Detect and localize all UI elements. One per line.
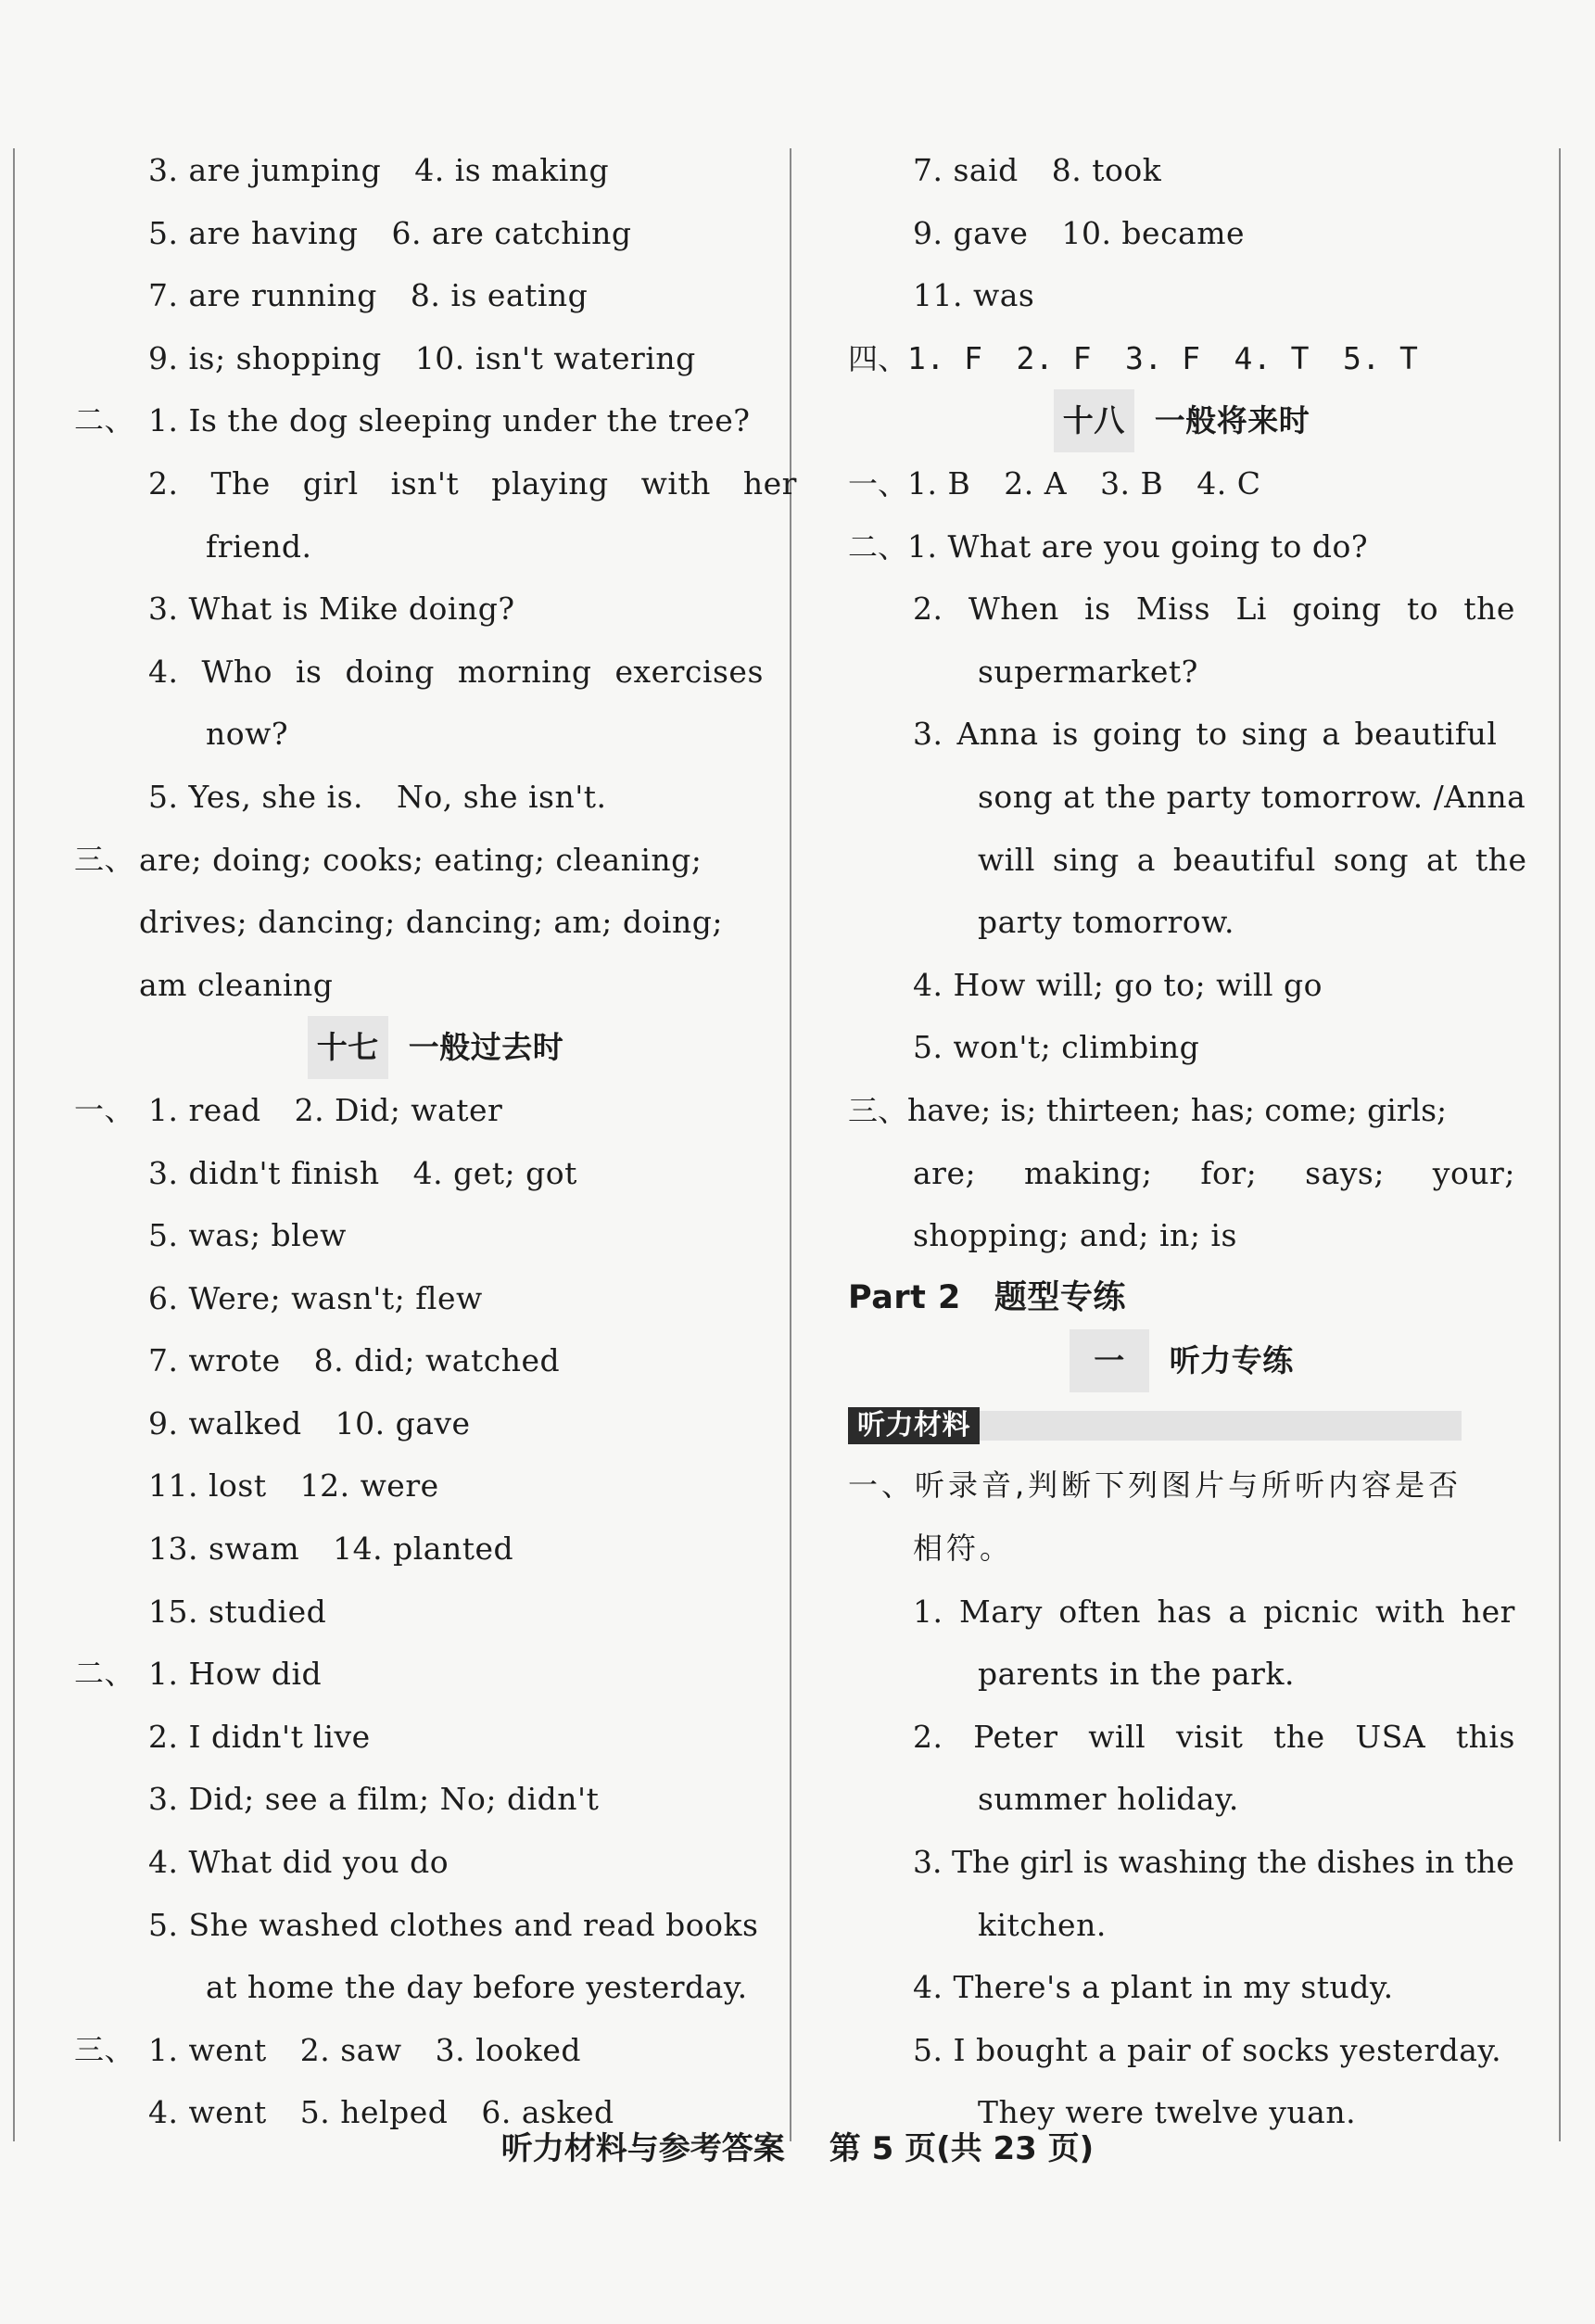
answer-line: are; making; for; says; your; bbox=[913, 1154, 1515, 1191]
right-margin-rule bbox=[1559, 148, 1561, 2141]
answer-line: 2. When is Miss Li going to the bbox=[913, 591, 1515, 628]
answer-line: 2. I didn't live bbox=[148, 1718, 371, 1755]
script-line: summer holiday. bbox=[978, 1781, 1239, 1818]
answer-line: 三、 are; doing; cooks; eating; cleaning; bbox=[148, 829, 797, 892]
answer-line: 9. walked 10. gave bbox=[148, 1404, 471, 1441]
answer-line: 4. What did you do bbox=[148, 1844, 449, 1881]
right-column bbox=[848, 139, 1527, 2144]
listening-material-tag: 听力材料 bbox=[848, 1407, 980, 1444]
material-tag-row bbox=[848, 1392, 1515, 1455]
answer-line: 7. are running 8. is eating bbox=[148, 277, 589, 314]
left-margin-rule bbox=[13, 148, 15, 2141]
script-line: They were twelve yuan. bbox=[978, 2094, 1357, 2131]
answer-line: 一、1. B 2. A 3. B 4. C bbox=[848, 464, 1261, 502]
answer-line: 3. are jumping 4. is making bbox=[148, 152, 610, 188]
answer-line: 3. Anna is going to sing a beautiful bbox=[913, 716, 1498, 753]
section-heading: 十八 一般将来时 bbox=[848, 389, 1515, 452]
script-line: 5. I bought a pair of socks yesterday. bbox=[913, 2031, 1502, 2068]
script-line: 3. The girl is washing the dishes in the bbox=[913, 1844, 1514, 1881]
answer-line: 二、 1. Is the dog sleeping under the tree? bbox=[148, 389, 797, 452]
footer-title: 听力材料与参考答案 bbox=[500, 2130, 785, 2167]
page-number: 第 5 页(共 23 页) bbox=[829, 2130, 1095, 2167]
answer-line: friend. bbox=[206, 527, 312, 565]
answer-line: 11. lost 12. were bbox=[148, 1467, 439, 1505]
answer-line: 3. didn't finish 4. get; got bbox=[148, 1154, 577, 1191]
answer-line: song at the party tomorrow. /Anna bbox=[978, 778, 1526, 815]
answer-line: 三、have; is; thirteen; has; come; girls; bbox=[848, 1091, 1448, 1128]
answer-line: 5. was; blew bbox=[148, 1217, 347, 1254]
answer-line: 5. She washed clothes and read books bbox=[148, 1906, 759, 1943]
section-heading: 十七 一般过去时 bbox=[74, 1016, 797, 1079]
section-marker: 二、 bbox=[74, 1656, 135, 1692]
part-heading: Part 2 题型专练 bbox=[848, 1278, 1126, 1316]
section-marker: 三、 bbox=[74, 2031, 135, 2067]
answer-line: 4. went 5. helped 6. asked bbox=[148, 2094, 614, 2131]
section-heading: 一 听力专练 bbox=[848, 1329, 1515, 1392]
answer-line: 5. won't; climbing bbox=[913, 1029, 1200, 1066]
answer-line: 13. swam 14. planted bbox=[148, 1530, 514, 1568]
answer-line: now? bbox=[206, 716, 289, 753]
answer-line: 5. are having 6. are catching bbox=[148, 214, 632, 251]
answer-line: 4. How will; go to; will go bbox=[913, 966, 1323, 1003]
section-marker: 一、 bbox=[74, 1091, 135, 1127]
answer-line: supermarket? bbox=[978, 653, 1198, 690]
script-line: 4. There's a plant in my study. bbox=[913, 1969, 1394, 2006]
answer-line: 二、 1. How did bbox=[148, 1643, 797, 1706]
answer-line: 7. said 8. took bbox=[913, 152, 1162, 188]
answer-line: 6. Were; wasn't; flew bbox=[148, 1279, 483, 1316]
section-marker: 三、 bbox=[74, 841, 135, 877]
answer-line: 4. Who is doing morning exercises bbox=[148, 653, 764, 690]
answer-line: shopping; and; in; is bbox=[913, 1217, 1237, 1254]
answer-line: 2. The girl isn't playing with her bbox=[148, 464, 797, 502]
answer-line: 一、 1. read 2. Did; water bbox=[148, 1079, 797, 1142]
left-column bbox=[74, 139, 797, 2144]
answer-line: 15. studied bbox=[148, 1593, 327, 1630]
answer-line: 5. Yes, she is. No, she isn't. bbox=[148, 778, 607, 815]
answer-line: 三、 1. went 2. saw 3. looked bbox=[148, 2019, 797, 2082]
answer-line: 二、1. What are you going to do? bbox=[848, 527, 1369, 565]
page-footer bbox=[0, 2123, 1595, 2168]
answer-line: 11. was bbox=[913, 277, 1035, 314]
script-line: 2. Peter will visit the USA this bbox=[913, 1718, 1515, 1755]
section-marker: 二、 bbox=[74, 402, 135, 438]
answer-line: will sing a beautiful song at the bbox=[978, 841, 1527, 878]
answer-line: 9. gave 10. became bbox=[913, 214, 1246, 251]
instruction-line: 一、听录音,判断下列图片与所听内容是否 bbox=[848, 1467, 1462, 1504]
answer-line: 7. wrote 8. did; watched bbox=[148, 1342, 561, 1379]
tag-bar bbox=[980, 1411, 1462, 1441]
answer-line: 3. What is Mike doing? bbox=[148, 591, 515, 628]
script-line: 1. Mary often has a picnic with her bbox=[913, 1593, 1515, 1630]
instruction-line: 相符。 bbox=[913, 1530, 1014, 1567]
script-line: kitchen. bbox=[978, 1906, 1107, 1943]
script-line: parents in the park. bbox=[978, 1656, 1295, 1693]
answer-line: party tomorrow. bbox=[978, 904, 1234, 941]
answer-line: am cleaning bbox=[139, 966, 334, 1003]
answer-line: drives; dancing; dancing; am; doing; bbox=[139, 904, 723, 941]
answer-line: 9. is; shopping 10. isn't watering bbox=[148, 339, 696, 376]
answer-line: 3. Did; see a film; No; didn't bbox=[148, 1781, 600, 1818]
answer-line: 四、1. F 2. F 3. F 4. T 5. T bbox=[848, 339, 1419, 376]
answer-line: at home the day before yesterday. bbox=[206, 1969, 748, 2006]
